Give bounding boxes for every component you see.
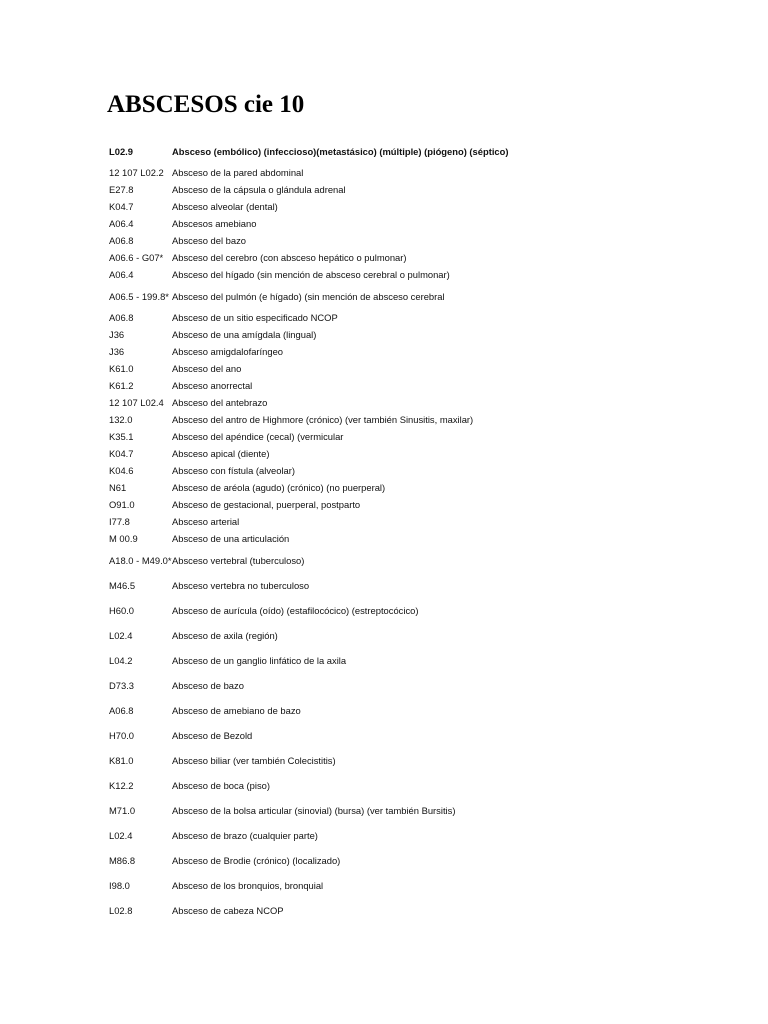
icd-code: M46.5: [109, 580, 136, 591]
entry-description: Absceso de una amígdala (lingual): [172, 329, 317, 340]
table-row: [109, 698, 689, 723]
table-row: [109, 673, 689, 698]
icd-code: A06.5 - 199.8*: [109, 290, 169, 302]
entry-description: Absceso de la bolsa articular (sinovial) (bursa) (ver también Bursitis): [172, 805, 456, 816]
table-row: [109, 445, 689, 462]
icd-code: M71.0: [109, 805, 136, 816]
icd-code: A06.8: [109, 235, 134, 246]
entry-description: Absceso del apéndice (cecal) (vermicular: [172, 431, 344, 442]
entry-description: Absceso con fístula (alveolar): [172, 465, 295, 476]
entry-description: Absceso de los bronquios, bronquial: [172, 880, 324, 891]
icd-code: K04.7: [109, 448, 134, 459]
entry-description: Absceso de cabeza NCOP: [172, 905, 284, 916]
entry-description: Absceso (embólico) (infeccioso)(metastásico) (múltiple) (piógeno) (séptico): [172, 146, 509, 157]
table-row: [109, 283, 689, 309]
icd-code: L02.4: [109, 830, 133, 841]
entry-description: Abscesos amebiano: [172, 218, 257, 229]
icd-code: E27.8: [109, 184, 134, 195]
entry-description: Absceso del bazo: [172, 235, 247, 246]
entry-description: Absceso anorrectal: [172, 380, 253, 391]
entry-description: Absceso vertebral (tuberculoso): [172, 554, 305, 566]
table-row: [109, 530, 689, 547]
icd-code: 132.0: [109, 414, 133, 425]
entry-description: Absceso de brazo (cualquier parte): [172, 830, 318, 841]
icd-code: A18.0 - M49.0*: [109, 554, 172, 566]
icd-code-table: [109, 139, 689, 923]
page-title: ABSCESOS cie 10: [107, 91, 305, 118]
table-row: [109, 898, 689, 923]
icd-code: A06.8: [109, 705, 134, 716]
icd-code: M86.8: [109, 855, 136, 866]
table-row: [109, 394, 689, 411]
entry-description: Absceso de Bezold: [172, 730, 253, 741]
icd-code: I77.8: [109, 516, 130, 527]
table-row: [109, 723, 689, 748]
icd-code: K12.2: [109, 780, 134, 791]
table-row: [109, 648, 689, 673]
icd-code: K04.6: [109, 465, 134, 476]
table-row: [109, 411, 689, 428]
entry-description: Absceso apical (diente): [172, 448, 270, 459]
table-row: [109, 573, 689, 598]
entry-description: Absceso vertebra no tuberculoso: [172, 580, 310, 591]
table-row: [109, 164, 689, 181]
table-row: [109, 873, 689, 898]
table-row: [109, 823, 689, 848]
entry-description: Absceso del cerebro (con absceso hepático o pulmonar): [172, 252, 407, 263]
table-row: [109, 773, 689, 798]
entry-description: Absceso biliar (ver también Colecistitis): [172, 755, 336, 766]
icd-code: K04.7: [109, 201, 134, 212]
table-row: [109, 309, 689, 326]
entry-description: Absceso de gestacional, puerperal, postparto: [172, 499, 361, 510]
table-row: [109, 462, 689, 479]
icd-code: L02.9: [109, 146, 133, 157]
icd-code: A06.6 - G07*: [109, 252, 164, 263]
table-row: [109, 479, 689, 496]
table-row: [109, 139, 689, 164]
icd-code: K81.0: [109, 755, 134, 766]
icd-code: L02.8: [109, 905, 133, 916]
table-row: [109, 428, 689, 445]
icd-code: O91.0: [109, 499, 135, 510]
icd-code: M 00.9: [109, 533, 138, 544]
entry-description: Absceso del hígado (sin mención de absceso cerebral o pulmonar): [172, 269, 450, 280]
table-row: [109, 623, 689, 648]
icd-code: A06.4: [109, 218, 134, 229]
icd-code: I98.0: [109, 880, 130, 891]
entry-description: Absceso de boca (piso): [172, 780, 270, 791]
entry-description: Absceso de un sitio especificado NCOP: [172, 312, 338, 323]
icd-code: K61.2: [109, 380, 134, 391]
table-row: [109, 249, 689, 266]
icd-code: H60.0: [109, 605, 135, 616]
icd-code: L04.2: [109, 655, 133, 666]
entry-description: Absceso de aurícula (oído) (estafilocócico) (estreptocócico): [172, 605, 419, 616]
entry-description: Absceso del pulmón (e hígado) (sin mención de absceso cerebral: [172, 290, 445, 302]
entry-description: Absceso de axila (región): [172, 630, 278, 641]
icd-code: 12 107 L02.2: [109, 167, 164, 178]
table-row: [109, 513, 689, 530]
icd-code: 12 107 L02.4: [109, 397, 164, 408]
entry-description: Absceso amigdalofaríngeo: [172, 346, 284, 357]
entry-description: Absceso de una articulación: [172, 533, 290, 544]
entry-description: Absceso del antebrazo: [172, 397, 268, 408]
entry-description: Absceso de la pared abdominal: [172, 167, 304, 178]
icd-code: H70.0: [109, 730, 135, 741]
icd-code: J36: [109, 346, 125, 357]
table-row: [109, 547, 689, 573]
icd-code: N61: [109, 482, 127, 493]
table-row: [109, 848, 689, 873]
entry-description: Absceso arterial: [172, 516, 240, 527]
table-row: [109, 798, 689, 823]
entry-description: Absceso de amebiano de bazo: [172, 705, 301, 716]
table-row: [109, 266, 689, 283]
table-row: [109, 496, 689, 513]
entry-description: Absceso del antro de Highmore (crónico) (ver también Sinusitis, maxilar): [172, 414, 474, 425]
table-row: [109, 598, 689, 623]
icd-code: A06.8: [109, 312, 134, 323]
icd-code: K61.0: [109, 363, 134, 374]
entry-description: Absceso de Brodie (crónico) (localizado): [172, 855, 341, 866]
icd-code: L02.4: [109, 630, 133, 641]
table-row: [109, 326, 689, 343]
icd-code: J36: [109, 329, 125, 340]
table-row: [109, 360, 689, 377]
table-row: [109, 343, 689, 360]
entry-description: Absceso del ano: [172, 363, 242, 374]
icd-code: K35.1: [109, 431, 134, 442]
table-row: [109, 232, 689, 249]
table-row: [109, 198, 689, 215]
entry-description: Absceso de aréola (agudo) (crónico) (no puerperal): [172, 482, 386, 493]
icd-code: A06.4: [109, 269, 134, 280]
table-row: [109, 748, 689, 773]
entry-description: Absceso de la cápsula o glándula adrenal: [172, 184, 346, 195]
table-row: [109, 181, 689, 198]
table-row: [109, 215, 689, 232]
table-row: [109, 377, 689, 394]
entry-description: Absceso de un ganglio linfático de la axila: [172, 655, 347, 666]
entry-description: Absceso de bazo: [172, 680, 244, 691]
icd-code: D73.3: [109, 680, 135, 691]
entry-description: Absceso alveolar (dental): [172, 201, 278, 212]
